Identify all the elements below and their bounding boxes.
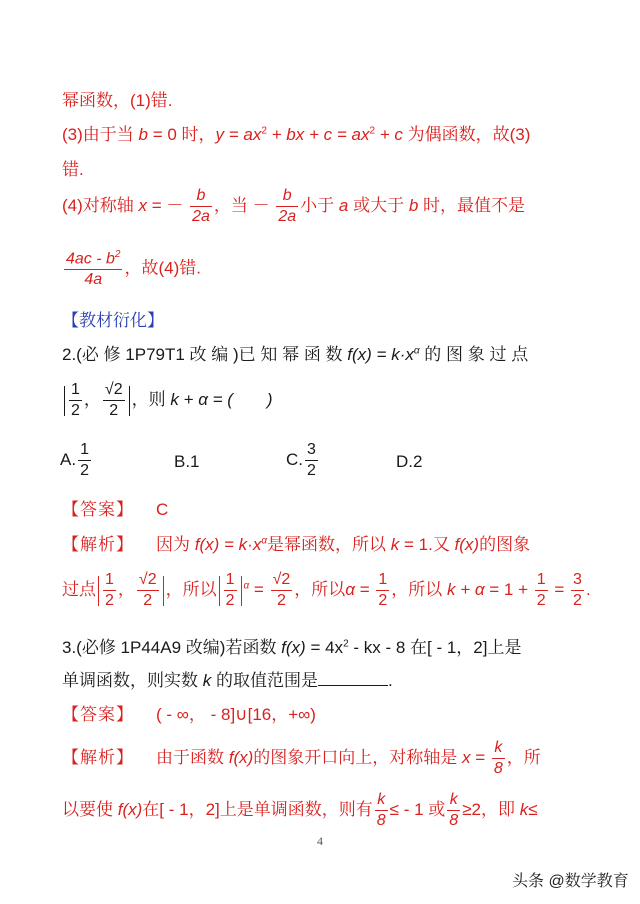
question-2-answer: 【答案】 C xyxy=(62,500,169,519)
text-span: 幂函数，(1)错. xyxy=(62,91,173,110)
question-3-analysis-1: 【解析】 由于函数 f(x)的图象开口向上，对称轴是 x = $\frac{k}{8}$ ，所 xyxy=(62,739,541,777)
question-2-point: $\frac{1}{2}$ ， $\frac{√2}{2}$ ，则 k + α = ( ) xyxy=(62,382,600,419)
watermark: 头条 @数学教育 xyxy=(512,873,629,890)
section-heading: 【教材衍化】 xyxy=(62,311,164,330)
option-b: B.1 xyxy=(174,452,200,471)
fraction: $\frac{b}{2a}$ xyxy=(192,187,210,225)
question-2-analysis-1: 【解析】 因为 $f(x) = k\cdot x^\alpha$是幂函数，所以 k = 1.又 f(x)的图象 xyxy=(62,535,531,554)
fraction: $\frac{√2}{2}$ xyxy=(104,381,123,419)
text-line-4: (4)对称轴 x = － $\frac{b}{2a}$ ，当 － $\frac{b}{2a}$ 小于 a 或大于 b 时，最值不是 xyxy=(62,187,526,225)
text-line-5: $\frac{4ac - b^2}{4a}$ ，故(4)错. xyxy=(66,249,201,289)
question-3-stem-2: 单调函数，则实数 k 的取值范围是 . xyxy=(62,671,393,690)
question-3-stem-1: 3.(必修 1P44A9 改编)若函数 $f(x) = 4x^2$ - kx - 8 在[ - 1，2]上是 xyxy=(62,638,522,657)
fraction: $\frac{4ac - b^2}{4a}$ xyxy=(66,249,121,289)
option-c: C. $\frac{3}{2}$ xyxy=(286,441,316,479)
text-line-1 xyxy=(62,86,600,111)
question-2-stem: 2.(必 修 1P79T1 改 编 )已 知 幂 函 数 $f(x) = k\cdot x^\alpha$ 的 图 象 过 点 xyxy=(62,345,529,364)
text-line-2: (3)由于当 b = 0 时，$y = ax^2$ + bx + $c = ax^2 + c$ 为偶函数，故(3) xyxy=(62,125,531,144)
question-2-analysis-2: 过点 $\frac{1}{2}$ ， $\frac{√2}{2}$ ，所以 $\frac{1}{2}$ $^\alpha$ = $\frac{√2}{2}$ ，所以α = $\frac{1}{2}$ ，所以 k + α = 1 + $\frac{1}{2}$ = $\frac{3}{2}$ . xyxy=(62,571,591,609)
question-3-analysis-2: 以要使 f(x)在[ - 1，2]上是单调函数，则有 $\frac{k}{8}$ ≤ - 1 或 $\frac{k}{8}$ ≥2，即 k≤ xyxy=(62,791,538,829)
option-d: D.2 xyxy=(396,452,423,471)
question-3-answer: 【答案】 ( - ∞， - 8]∪[16，+∞) xyxy=(62,705,316,724)
page-number: 4 xyxy=(317,834,323,848)
fraction: $\frac{b}{2a}$ xyxy=(278,187,297,225)
option-a: A. $\frac{1}{2}$ xyxy=(60,441,89,479)
text-line-3: 错. xyxy=(62,160,84,179)
answer-blank xyxy=(318,671,388,686)
fraction: $\frac{1}{2}$ xyxy=(71,381,80,419)
